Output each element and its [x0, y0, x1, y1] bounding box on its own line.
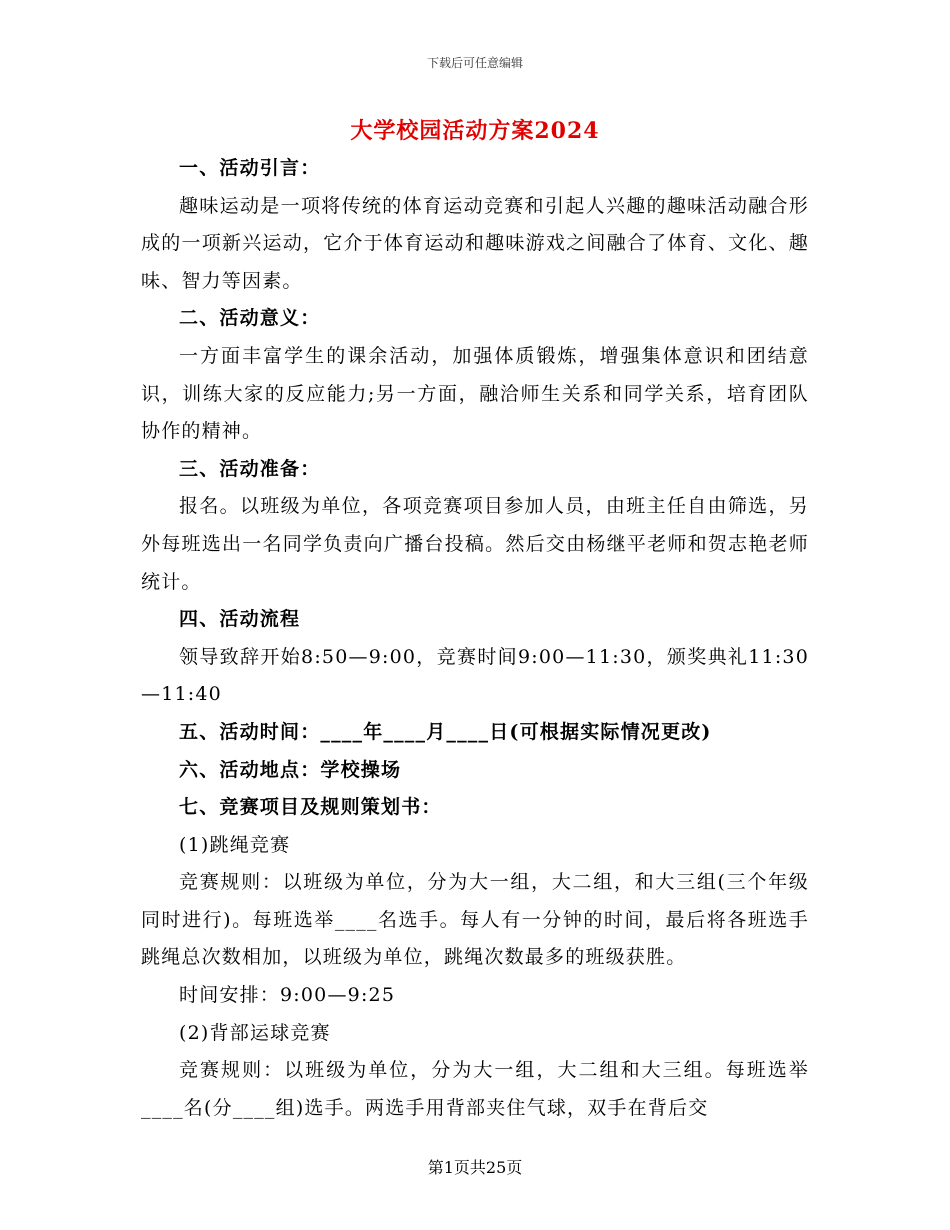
body-paragraph: (1)跳绳竞赛 [179, 833, 291, 856]
page-header: 下载后可任意编辑 [426, 56, 523, 70]
body-paragraph: 报名。以班级为单位，各项竞赛项目参加人员，由班主任自由筛选，另外每班选出一名同学负责向广播台投稿。然后交由杨继平老师和贺志艳老师统计。 [141, 495, 809, 593]
body-paragraph: 时间安排：9:00—9:25 [179, 984, 396, 1007]
body-paragraph: 领导致辞开始8:50—9:00，竞赛时间9:00—11:30，颁奖典礼11:30—11:40 [141, 645, 809, 706]
document-title: 大学校园活动方案2024 [350, 118, 600, 144]
body-paragraph: (2)背部运球竞赛 [179, 1021, 331, 1044]
section-heading: 二、活动意义： [179, 307, 321, 330]
body-paragraph: 竞赛规则：以班级为单位，分为大一组，大二组，和大三组(三个年级同时进行)。每班选举____名选手。每人有一分钟的时间，最后将各班选手跳绳总次数相加，以班级为单位，跳绳次数最多的班级获胜。 [141, 871, 809, 969]
body-paragraph: 一方面丰富学生的课余活动，加强体质锻炼，增强集体意识和团结意识，训练大家的反应能力;另一方面，融洽师生关系和同学关系，培育团队协作的精神。 [141, 344, 809, 443]
section-heading: 六、活动地点：学校操场 [179, 758, 402, 781]
body-paragraph: 竞赛规则：以班级为单位，分为大一组，大二组和大三组。每班选举____名(分____组)选手。两选手用背部夹住气球，双手在背后交 [141, 1059, 809, 1119]
section-heading: 四、活动流程 [179, 608, 301, 631]
section-heading: 一、活动引言： [179, 157, 321, 179]
document-body [141, 150, 809, 1127]
section-heading: 五、活动时间：____年____月____日(可根据实际情况更改) [179, 720, 712, 743]
body-paragraph: 趣味运动是一项将传统的体育运动竞赛和引起人兴趣的趣味活动融合形成的一项新兴运动，它介于体育运动和趣味游戏之间融合了体育、文化、趣味、智力等因素。 [141, 194, 809, 292]
page-footer: 第1页共25页 [427, 1158, 523, 1177]
section-heading: 七、竞赛项目及规则策划书： [179, 796, 442, 819]
section-heading: 三、活动准备： [179, 457, 321, 480]
